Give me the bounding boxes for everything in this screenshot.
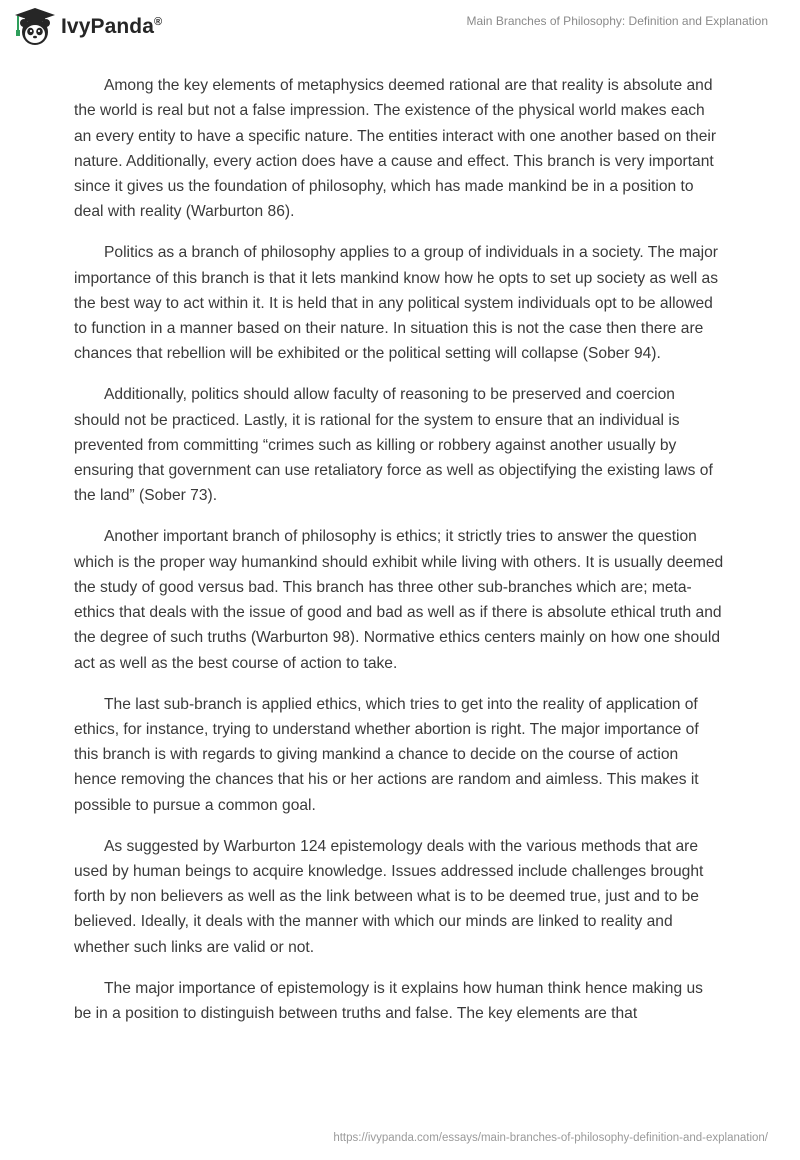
paragraph: Additionally, politics should allow faculty of reasoning to be preserved and coercion should not be practiced. Lastly, it is rational for the system to ensure that an individual is prevented from committing “crimes such as killing or robbery against another usually by ensuring that government can use retaliatory force as well as objectifying the existing laws of the land” (Sober 73). bbox=[74, 386, 713, 505]
paragraph: The major importance of epistemology is it explains how human think hence making us be in a position to distinguish between truths and false. The key elements are that bbox=[74, 979, 703, 1022]
logo[interactable] bbox=[13, 7, 162, 47]
page-header bbox=[0, 0, 800, 60]
essay-body bbox=[74, 73, 724, 1042]
logo-text: IvyPanda® bbox=[61, 15, 163, 38]
paragraph: As suggested by Warburton 124 epistemology deals with the various methods that are used by human beings to acquire knowledge. Issues addressed include challenges brought forth by non believers as well as the link between what is to be deemed true, just and to be believed. Ideally, it deals with the manner with which our minds are linked to reality and whether such links are valid or not. bbox=[74, 837, 704, 956]
paragraph: Another important branch of philosophy is ethics; it strictly tries to answer the question which is the proper way humankind should exhibit while living with others. It is usually deemed the study of good versus bad. This branch has three other sub-branches which are; meta-ethics that deals with the issue of good and bad as well as if there is absolute ethical truth and the degree of such truths (Warburton 98). Normative ethics centers mainly on how one should act as well as the best course of action to take. bbox=[74, 528, 724, 672]
panda-graduation-cap-icon bbox=[13, 7, 57, 47]
page-title: Main Branches of Philosophy: Definition and Explanation bbox=[466, 14, 768, 28]
paragraph: Politics as a branch of philosophy applies to a group of individuals in a society. The major importance of this branch is that it lets mankind know how he opts to set up society as well as the best way to act within it. It is held that in any political system individuals opt to be allowed to function in a manner based on their nature. In situation this is not the case then there are chances that rebellion will be exhibited or the political setting will collapse (Sober 94). bbox=[74, 244, 718, 363]
paragraph: Among the key elements of metaphysics deemed rational are that reality is absolute and the world is real but not a false impression. The existence of the physical world makes each an every entity to have a specific nature. The entities interact with one another based on their nature. Additionally, every action does have a cause and effect. This branch is very important since it gives us the foundation of philosophy, which has made mankind be in a position to deal with reality (Warburton 86). bbox=[74, 77, 717, 221]
paragraph: The last sub-branch is applied ethics, which tries to get into the reality of application of ethics, for instance, trying to understand whether abortion is right. The major importance of this branch is with regards to giving mankind a chance to decide on the course of action hence removing the chances that his or her actions are random and aimless. This makes it possible to pursue a common goal. bbox=[74, 695, 699, 814]
source-url[interactable]: https://ivypanda.com/essays/main-branches-of-philosophy-definition-and-explanation/ bbox=[333, 1132, 768, 1144]
